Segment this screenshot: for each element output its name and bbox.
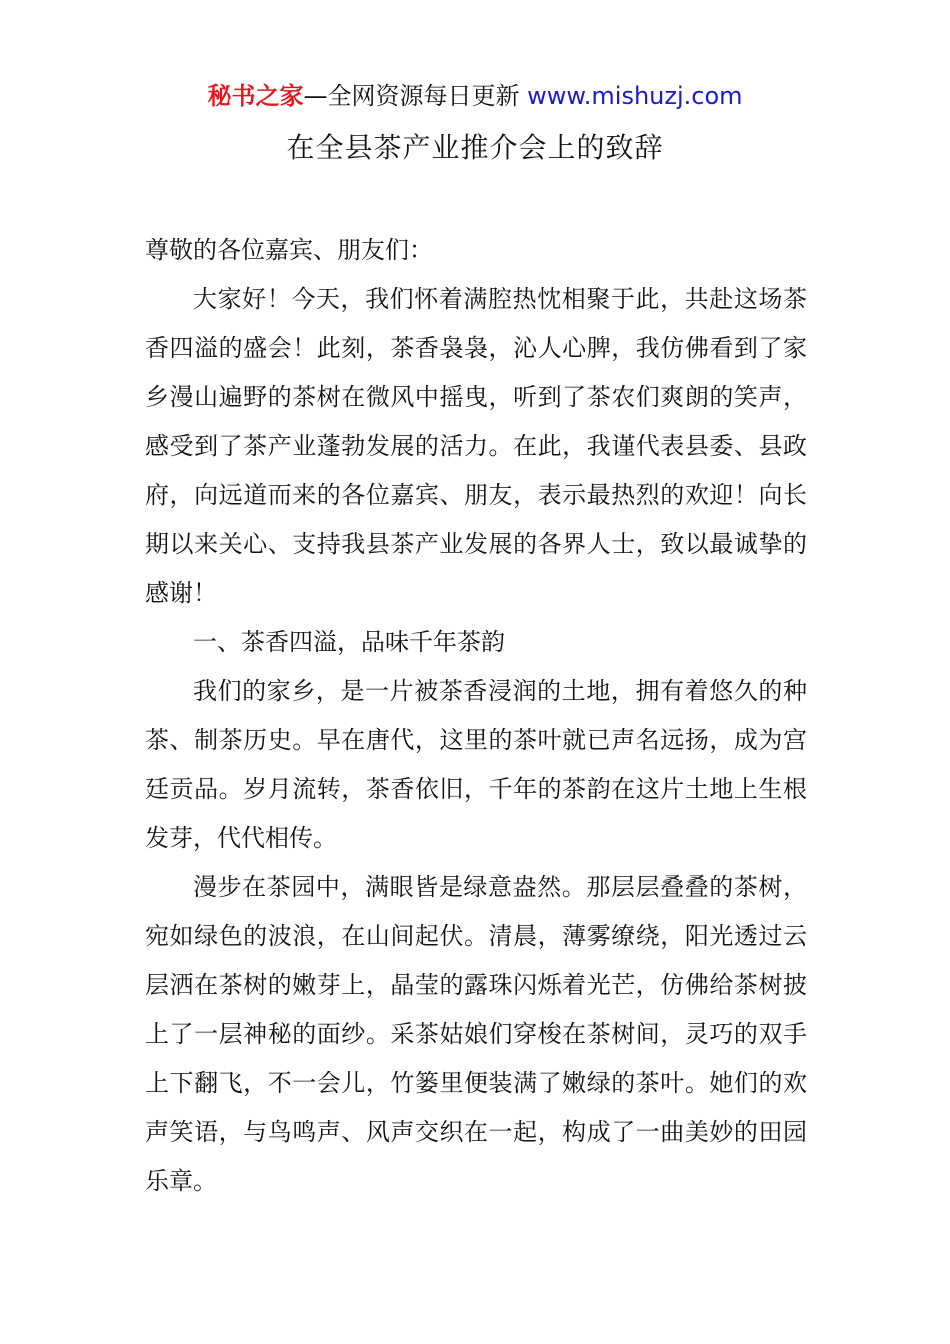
site-tagline: —全网资源每日更新: [303, 82, 520, 110]
document-title: 在全县茶产业推介会上的致辞: [286, 131, 664, 164]
paragraph-welcome: 大家好！今天，我们怀着满腔热忱相聚于此，共赴这场茶香四溢的盛会！此刻，茶香袅袅，沁人心脾，我仿佛看到了家乡漫山遍野的茶树在微风中摇曳，听到了茶农们爽朗的笑声，感受到了茶产业蓬勃发展的活力。在此，我谨代表县委、县政府，向远道而来的各位嘉宾、朋友，表示最热烈的欢迎！向长期以来关心、支持我县茶产业发展的各界人士，致以最诚挚的感谢！: [145, 285, 807, 607]
site-header: [0, 80, 950, 112]
paragraph-history: 我们的家乡，是一片被茶香浸润的土地，拥有着悠久的种茶、制茶历史。早在唐代，这里的茶叶就已声名远扬，成为宫廷贡品。岁月流转，茶香依旧，千年的茶韵在这片土地上生根发芽，代代相传。: [145, 677, 807, 852]
section-heading: 一、茶香四溢，品味千年茶韵: [193, 628, 505, 656]
paragraph-tea-garden: 漫步在茶园中，满眼皆是绿意盎然。那层层叠叠的茶树，宛如绿色的波浪，在山间起伏。清晨，薄雾缭绕，阳光透过云层洒在茶树的嫩芽上，晶莹的露珠闪烁着光芒，仿佛给茶树披上了一层神秘的面纱。采茶姑娘们穿梭在茶树间，灵巧的双手上下翻飞，不一会儿，竹篓里便装满了嫩绿的茶叶。她们的欢声笑语，与鸟鸣声、风声交织在一起，构成了一曲美妙的田园乐章。: [145, 873, 807, 1195]
site-brand: 秘书之家: [207, 82, 304, 110]
document-body: [145, 226, 807, 1206]
salutation: 尊敬的各位嘉宾、朋友们：: [145, 236, 433, 264]
site-url-link[interactable]: www.mishuzj.com: [527, 82, 743, 110]
